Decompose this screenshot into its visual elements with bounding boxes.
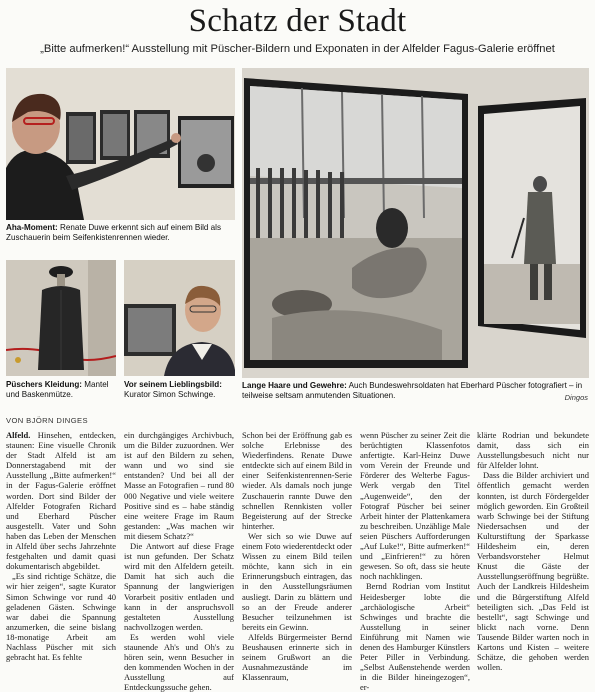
paragraph: Wer sich so wie Duwe auf einem Foto wiederentdeckt oder Wissen zu einem Bild teilen möchte, kann sich in ein Erinnerungsbuch eintragen, das in den Ausstellungsräumen ausliegt. Darin zu blättern und so an der Freude anderer Besucher teilzunehmen ist bereits ein Gewinn.: [242, 530, 352, 632]
paragraph: Die Antwort auf diese Frage ist nun gefunden. Der Schatz wird mit den Alfeldern geteilt. Damit hat sich auch die Spannung der langwierigen Vorarbeit positiv entladen und kann in der anspruchsvoll gestalteten Ausstellung nachvollzogen werden.: [124, 541, 234, 632]
paragraph: klärte Rodrian und bekundete damit, dass sich ein Ausstellungsbesuch nicht nur für Alfelder lohnt.: [477, 430, 589, 471]
article-column-1: [6, 430, 116, 662]
photo-credit: Dingos: [564, 393, 588, 402]
photo-soldier-exhibition: [242, 68, 589, 378]
paragraph: Dass die Bilder archiviert und öffentlich gemacht werden konnten, ist durch Fördergelder möglich geworden. Ein Großteil warb Schwinge bei der Stiftung Niedersachsen und der Kulturstiftung der Sparkasse Hildesheim ein, deren Verbandsvorsteher Helmut Knust die Gäste der Ausstellungseröffnung begrüßte. Auch der Landkreis Hildesheim und die Bürgerstiftung Alfeld beteiligten sich. „Das Feld ist bestellt“, sagt Schwinge und blickt nach vorne. Denn Tausende Bilder warten noch in Kartons und Kisten – weitere Schätze, die gehoben werden wollen.: [477, 470, 589, 673]
paragraph: Alfelds Bürgermeister Bernd Beushausen erinnerte sich in seinem Grußwort an die Ausnahmezustände im Klassenraum,: [242, 631, 352, 683]
caption-soldiers: Lange Haare und Gewehre: Auch Bundeswehrsoldaten hat Eberhard Püscher fotografiert – in teilweise seltsam anmutenden Situationen.: [242, 381, 583, 400]
caption-clothing: Püschers Kleidung: Mantel und Baskenmütze.: [6, 380, 109, 399]
paragraph: Es werden wohl viele staunende Ah's und Oh's zu hören sein, wenn Besucher in den kommenden Wochen in der Ausstellung auf Entdeckungssuche gehen.: [124, 631, 234, 692]
paragraph: wenn Püscher zu seiner Zeit die berüchtigten Klassenfotos anfertigte. Karl-Heinz Duwe vom Verein der Freunde und Förderer des Welterbe Fagus-Werk vergab den Titel „Augenweide“, den der Fotograf Püscher bei seiner Arbeit hinter der Plattenkamera zu beschreiben. Unzählige Male seien Püschers Aufforderungen „Auf Luke!“, Bitte aufmerken!“ und „Einfrieren!“ zu hören gewesen. So oft, dass sie heute noch nachklingen.: [360, 430, 470, 582]
article-column-3: [242, 430, 352, 682]
article-column-4: [360, 430, 470, 692]
paragraph: Schon bei der Eröffnung gab es solche Erlebnisse des Wiederfindens. Renate Duwe entdeckte sich auf einem Bild in einer Seifenkistenrennen-Serie wieder. Als damals noch junge Zuschauerin rannte Duwe den schnellen Rennkisten voller Begeisterung auf der Strecke hinterher.: [242, 430, 352, 531]
photo-woman-pointing: [6, 68, 235, 220]
paragraph: Alfeld. Hinsehen, entdecken, staunen: Eine visuelle Chronik der Stadt Alfeld ist am Donnerstagabend mit der Ausstellung „Bitte aufmerken!“ in der Fagus-Galerie eröffnet worden. Dort sind Bilder der Alfelder Fotografen Richard und Eberhard Püscher ausgestellt. Vater und Sohn haben das Leben der Menschen in Alfeld über sechs Jahrzehnte festgehalten und damit quasi dokumentarisch abgebildet.: [6, 430, 116, 572]
headline: Schatz der Stadt: [188, 3, 407, 39]
paragraph: ein durchgängiges Archivbuch, um die Bilder zuzuordnen. Wer ist auf den Bildern zu sehen, wann und wo sind sie entstanden? Und bei all der Masse an Fotografien – rund 80 000 Negative und viele weitere Positive sind es – habe ständig eine weitere Frage im Raum gestanden: „Was machen wir mit diesem Schatz?“: [124, 430, 234, 541]
article-column-5: [477, 430, 589, 672]
article-column-2: [124, 430, 234, 692]
caption-aha-moment: Aha-Moment: Renate Duwe erkennt sich auf einem Bild als Zuschauerin beim Seifenkistenrennen wieder.: [6, 223, 222, 242]
photo-curator: [124, 260, 235, 376]
subheadline: „Bitte aufmerken!“ Ausstellung mit Püscher-Bildern und Exponaten in der Alfelder Fagus-Galerie eröffnet: [40, 43, 555, 55]
photo-coat-mannequin: [6, 260, 116, 376]
byline: VON BJÖRN DINGES: [6, 416, 88, 425]
paragraph: „Es sind richtige Schätze, die wir hier zeigen“, sagte Kurator Simon Schwinge vor rund 40 geladenen Gästen. Schwinge war dabei die Spannung anzumerken, die seine bislang 18-monatige Arbeit am Nachlass Püscher mit sich gebracht hat. Es fehlte: [6, 571, 116, 663]
paragraph: Bernd Rodrian vom Institut Heidesberger lobte die „archäologische Arbeit“ Schwinges und brachte die Ausstellung in seiner Einführung mit Namen wie denen des Hamburger Künstlers Peter Piller in Verbindung. „Selbst Außenstehende werden in die Bilder hineingezogen“, er-: [360, 581, 470, 692]
caption-curator: Vor seinem Lieblingsbild: Kurator Simon Schwinge.: [124, 380, 222, 399]
